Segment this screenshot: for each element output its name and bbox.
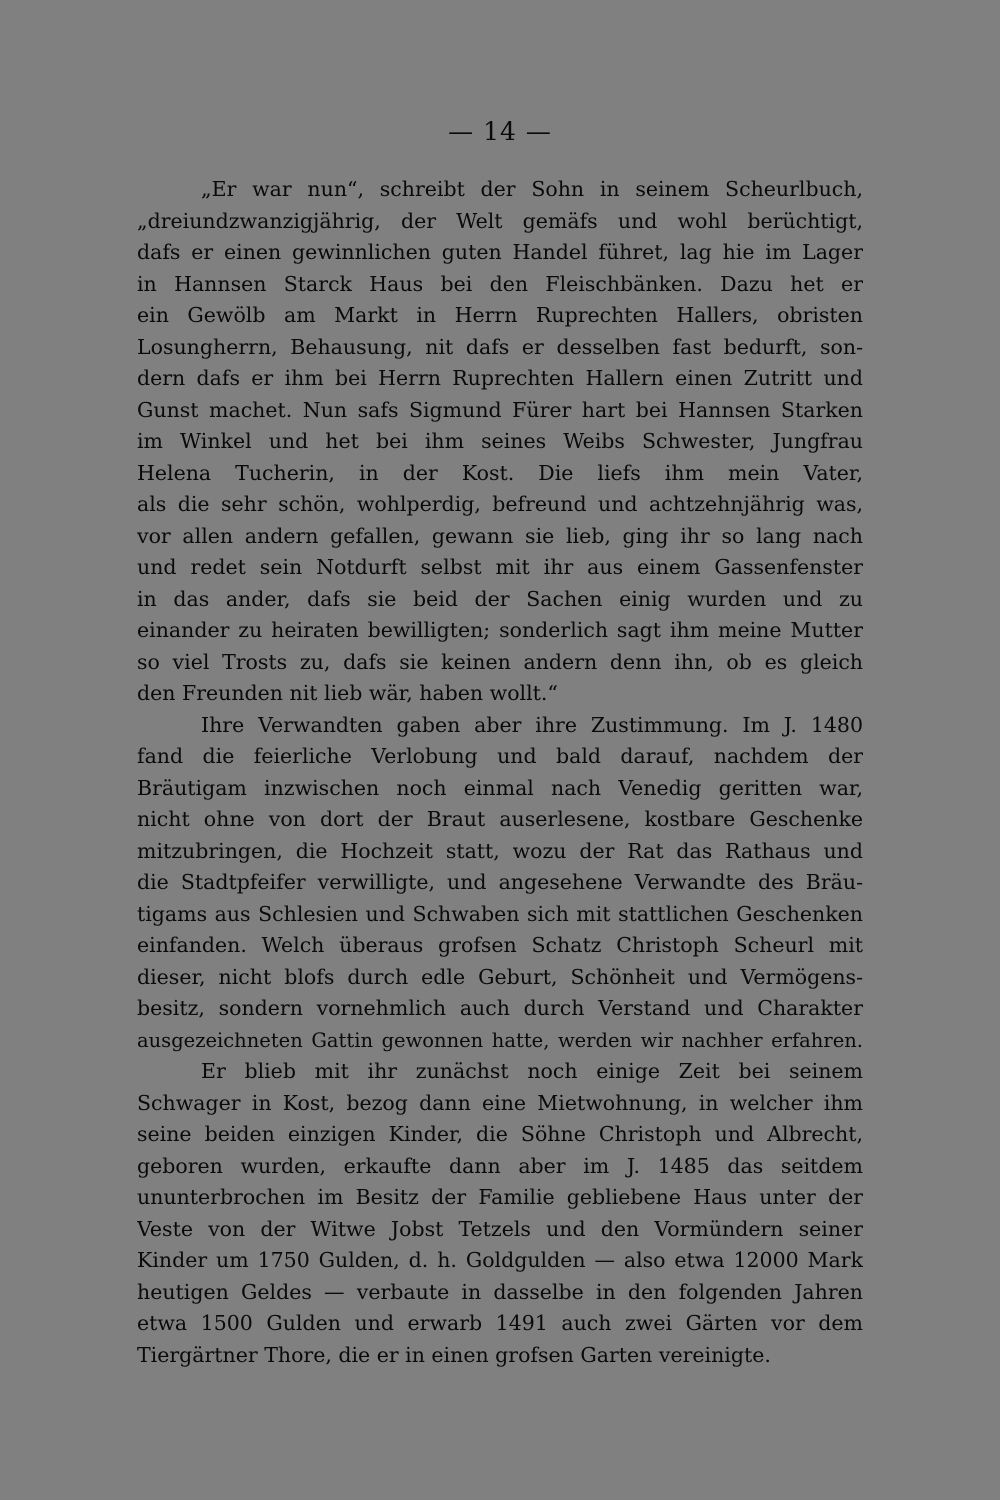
- text-line: Ihre Verwandten gaben aber ihre Zustimmung. Im J. 1480: [201, 712, 863, 737]
- body-text: [137, 174, 863, 1371]
- text-line: Er blieb mit ihr zunächst noch einige Zeit bei seinem: [201, 1059, 863, 1083]
- text-line: „Er war nun“, schreibt der Sohn in seinem Scheurlbuch,: [201, 177, 863, 201]
- text-line: vor allen andern gefallen, gewann sie lieb, ging ihr so lang nach: [137, 523, 863, 548]
- text-line: einfanden. Welch überaus grofsen Schatz Christoph Scheurl mit: [137, 933, 863, 957]
- text-line: etwa 1500 Gulden und erwarb 1491 auch zwei Gärten vor dem: [137, 1311, 863, 1335]
- text-line: dafs er einen gewinnlichen guten Handel führet, lag hie im Lager: [137, 240, 863, 264]
- text-line: in das ander, dafs sie beid der Sachen einig wurden und zu: [137, 586, 863, 611]
- text-line: die Stadtpfeifer verwilligte, und angesehene Verwandte des Bräu-: [137, 870, 863, 894]
- text-line: so viel Trosts zu, dafs sie keinen andern denn ihn, ob es gleich: [137, 649, 863, 674]
- text-line: fand die feierliche Verlobung und bald darauf, nachdem der: [137, 744, 863, 768]
- text-line: seine beiden einzigen Kinder, die Söhne Christoph und Albrecht,: [137, 1122, 863, 1146]
- text-line: ununterbrochen im Besitz der Familie gebliebene Haus unter der: [137, 1185, 863, 1209]
- text-line: heutigen Geldes — verbaute in dasselbe in den folgenden Jahren: [137, 1279, 863, 1304]
- text-line: Bräutigam inzwischen noch einmal nach Venedig geritten war,: [137, 775, 863, 800]
- text-line: als die sehr schön, wohlperdig, befreund und achtzehnjährig was,: [137, 492, 863, 516]
- text-line: ein Gewölb am Markt in Herrn Ruprechten Hallers, obristen: [137, 303, 863, 327]
- page-number: — 14 —: [448, 117, 552, 146]
- text-line: dieser, nicht blofs durch edle Geburt, Schönheit und Vermögens-: [137, 964, 863, 989]
- text-line: einander zu heiraten bewilligten; sonderlich sagt ihm meine Mutter: [137, 618, 863, 642]
- text-line: Schwager in Kost, bezog dann eine Mietwohnung, in welcher ihm: [137, 1090, 863, 1115]
- text-line: geboren wurden, erkaufte dann aber im J. 1485 das seitdem: [137, 1153, 863, 1178]
- text-line: Tiergärtner Thore, die er in einen grofsen Garten vereinigte.: [137, 1342, 771, 1367]
- text-line: Gunst machet. Nun safs Sigmund Fürer hart bei Hannsen Starken: [137, 397, 863, 422]
- text-line: den Freunden nit lieb wär, haben wollt.“: [137, 681, 558, 705]
- text-line: Helena Tucherin, in der Kost. Die liefs ihm mein Vater,: [137, 460, 863, 485]
- text-line: in Hannsen Starck Haus bei den Fleischbänken. Dazu het er: [137, 271, 863, 296]
- text-line: mitzubringen, die Hochzeit statt, wozu der Rat das Rathaus und: [137, 838, 863, 863]
- text-line: Veste von der Witwe Jobst Tetzels und den Vormündern seiner: [137, 1216, 863, 1241]
- text-line: Kinder um 1750 Gulden, d. h. Goldgulden — also etwa 12000 Mark: [137, 1248, 863, 1272]
- text-line: „dreiundzwanzigjährig, der Welt gemäfs und wohl berüchtigt,: [137, 208, 863, 233]
- text-line: besitz, sondern vornehmlich auch durch Verstand und Charakter: [137, 996, 863, 1020]
- text-line: Losungherrn, Behausung, nit dafs er desselben fast bedurft, son-: [137, 334, 863, 359]
- text-line: ausgezeichneten Gattin gewonnen hatte, werden wir nachher erfahren.: [137, 1028, 863, 1052]
- text-line: dern dafs er ihm bei Herrn Ruprechten Hallern einen Zutritt und: [137, 366, 863, 390]
- text-line: tigams aus Schlesien und Schwaben sich mit stattlichen Geschenken: [137, 901, 863, 926]
- text-line: im Winkel und het bei ihm seines Weibs Schwester, Jungfrau: [137, 429, 863, 453]
- text-line: und redet sein Notdurft selbst mit ihr aus einem Gassenfenster: [137, 555, 863, 579]
- text-line: nicht ohne von dort der Braut auserlesene, kostbare Geschenke: [137, 807, 863, 831]
